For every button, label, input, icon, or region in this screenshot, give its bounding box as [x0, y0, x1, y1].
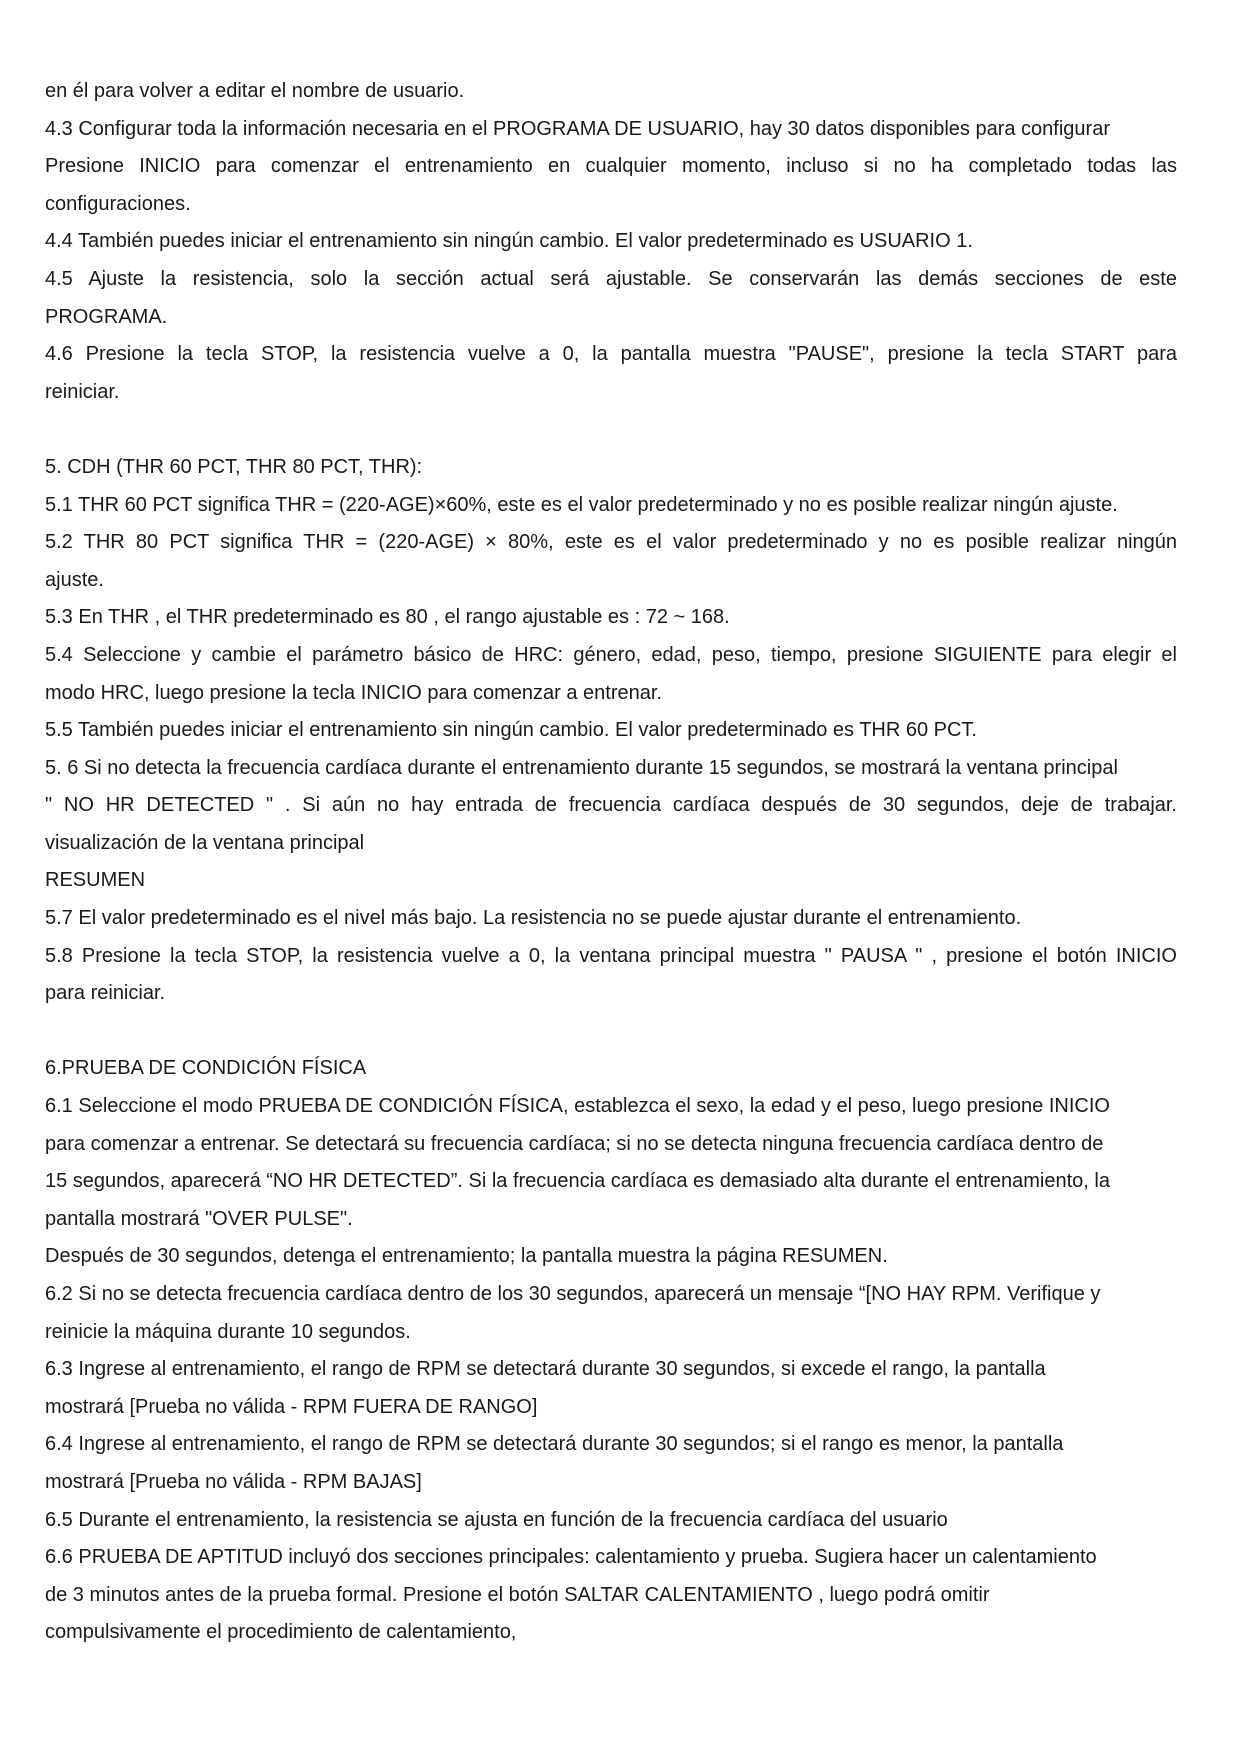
blank-line: [45, 411, 1177, 449]
text-line: 6.1 Seleccione el modo PRUEBA DE CONDICIÓN FÍSICA, establezca el sexo, la edad y el peso, luego presione INICIO: [45, 1095, 1110, 1118]
text-line: Presione INICIO para comenzar el entrenamiento en cualquier momento, incluso si no ha completado todas las: [45, 155, 1177, 178]
text-line: 5.2 THR 80 PCT significa THR = (220-AGE) × 80%, este es el valor predeterminado y no es posible realizar ningún: [45, 531, 1177, 554]
text-line: compulsivamente el procedimiento de calentamiento,: [45, 1621, 517, 1644]
text-line: 6.PRUEBA DE CONDICIÓN FÍSICA: [45, 1057, 367, 1080]
text-line: 4.3 Configurar toda la información necesaria en el PROGRAMA DE USUARIO, hay 30 datos disponibles para configurar: [45, 117, 1110, 140]
text-line: 15 segundos, aparecerá “NO HR DETECTED”. Si la frecuencia cardíaca es demasiado alta durante el entrenamiento, la: [45, 1170, 1110, 1193]
text-line: 4.4 También puedes iniciar el entrenamiento sin ningún cambio. El valor predeterminado es USUARIO 1.: [45, 230, 973, 253]
text-line: reinicie la máquina durante 10 segundos.: [45, 1320, 411, 1343]
document-page: [45, 73, 1177, 1652]
text-line: reiniciar.: [45, 380, 120, 403]
text-line: ajuste.: [45, 568, 104, 591]
text-line: 6.2 Si no se detecta frecuencia cardíaca dentro de los 30 segundos, aparecerá un mensaje “[NO HAY RPM. Verifique y: [45, 1283, 1101, 1305]
text-line: 5.1 THR 60 PCT significa THR = (220-AGE)×60%, este es el valor predeterminado y no es posible realizar ningún ajuste.: [45, 493, 1118, 516]
text-line: mostrará [Prueba no válida - RPM BAJAS]: [45, 1470, 422, 1493]
text-line: 5. 6 Si no detecta la frecuencia cardíaca durante el entrenamiento durante 15 segundos, se mostrará la ventana principal: [45, 756, 1118, 779]
text-line: de 3 minutos antes de la prueba formal. Presione el botón SALTAR CALENTAMIENTO , luego podrá omitir: [45, 1583, 990, 1606]
text-line: 6.6 PRUEBA DE APTITUD incluyó dos secciones principales: calentamiento y prueba. Sugiera hacer un calentamiento: [45, 1546, 1097, 1569]
text-line: para reiniciar.: [45, 982, 166, 1005]
text-line: pantalla mostrará "OVER PULSE".: [45, 1207, 353, 1230]
blank-line: [45, 1013, 1177, 1051]
text-line: 5.5 También puedes iniciar el entrenamiento sin ningún cambio. El valor predeterminado es THR 60 PCT.: [45, 719, 977, 742]
text-line: 6.3 Ingrese al entrenamiento, el rango de RPM se detectará durante 30 segundos, si excede el rango, la pantalla: [45, 1358, 1046, 1381]
text-line: 5.4 Seleccione y cambie el parámetro básico de HRC: género, edad, peso, tiempo, presione SIGUIENTE para elegir el: [45, 643, 1177, 666]
text-line: 6.5 Durante el entrenamiento, la resistencia se ajusta en función de la frecuencia cardíaca del usuario: [45, 1508, 948, 1531]
text-line: para comenzar a entrenar. Se detectará su frecuencia cardíaca; si no se detecta ninguna frecuencia cardíaca dentro de: [45, 1132, 1104, 1155]
text-line: Después de 30 segundos, detenga el entrenamiento; la pantalla muestra la página RESUMEN.: [45, 1245, 888, 1268]
text-line: 4.6 Presione la tecla STOP, la resistencia vuelve a 0, la pantalla muestra "PAUSE", presione la tecla START para: [45, 343, 1177, 366]
text-line: 5.8 Presione la tecla STOP, la resistencia vuelve a 0, la ventana principal muestra " PAUSA " , presione el botón INICIO: [45, 944, 1177, 967]
text-line: modo HRC, luego presione la tecla INICIO para comenzar a entrenar.: [45, 681, 662, 704]
text-line: " NO HR DETECTED " . Si aún no hay entrada de frecuencia cardíaca después de 30 segundos, deje de trabajar.: [45, 794, 1177, 817]
text-line: RESUMEN: [45, 869, 146, 892]
text-line: 4.5 Ajuste la resistencia, solo la sección actual será ajustable. Se conservarán las demás secciones de este: [45, 267, 1177, 290]
text-line: 5.7 El valor predeterminado es el nivel más bajo. La resistencia no se puede ajustar durante el entrenamiento.: [45, 907, 1022, 930]
text-line: 6.4 Ingrese al entrenamiento, el rango de RPM se detectará durante 30 segundos; si el rango es menor, la pantalla: [45, 1433, 1064, 1456]
text-line: 5. CDH (THR 60 PCT, THR 80 PCT, THR):: [45, 455, 423, 478]
text-line: configuraciones.: [45, 192, 191, 215]
text-line: mostrará [Prueba no válida - RPM FUERA DE RANGO]: [45, 1395, 538, 1418]
text-line: visualización de la ventana principal: [45, 831, 365, 854]
text-line: PROGRAMA.: [45, 305, 168, 328]
text-line: en él para volver a editar el nombre de usuario.: [45, 80, 465, 102]
text-line: 5.3 En THR , el THR predeterminado es 80 , el rango ajustable es : 72 ~ 168.: [45, 606, 730, 629]
